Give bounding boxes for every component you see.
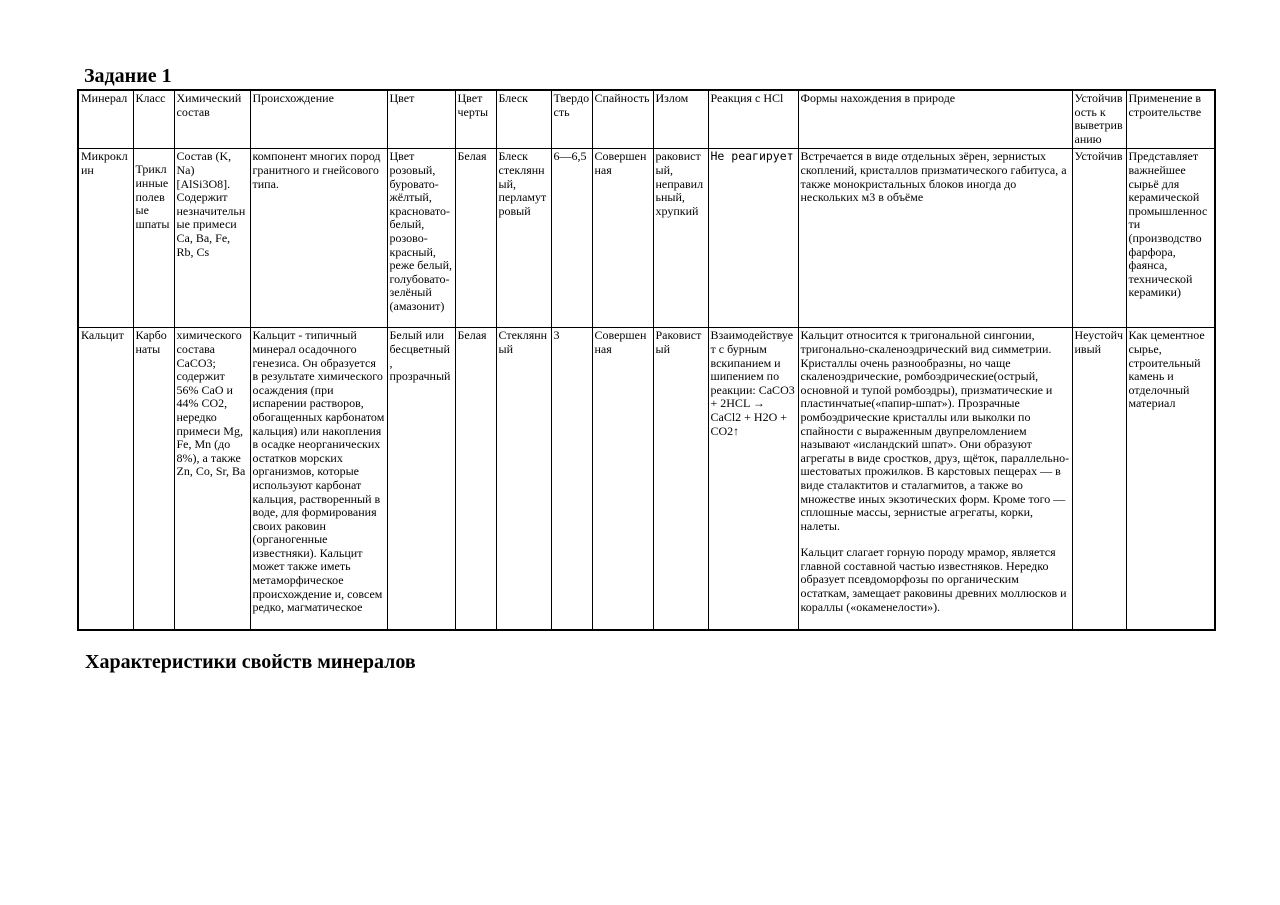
table-row: [78, 328, 1215, 630]
cell-luster: Стеклянный: [496, 328, 551, 630]
forms-paragraph: Кальцит слагает горную породу мрамор, является главной составной частью известняков. Нередко образует псевдоморфозы по органическим остаткам, замещает раковины древних моллюсков и кораллы («окаменелости»).: [800, 545, 1067, 614]
header-cleavage: Спайность: [592, 90, 653, 149]
cell-hcl-reaction: Взаимодействует с бурным вскипанием и шипением по реакции: CaCO3 + 2HCL → CaCl2 + H2O + CO2↑: [708, 328, 798, 630]
cell-cleavage: Совершенная: [592, 149, 653, 328]
cell-luster: Блеск стеклянный, перламутровый: [496, 149, 551, 328]
header-hcl-reaction: Реакция с HCl: [708, 90, 798, 149]
cell-origin: Кальцит - типичный минерал осадочного генезиса. Он образуется в результате химического осаждения (при испарении растворов, обогащенных карбонатом кальция) или накопления в осадке неорганических остатков морских организмов, которые используют карбонат кальция, растворенный в воде, для формирования своих раковин (органогенные известняки). Кальцит может также иметь метаморфическое происхождение и, совсем редко, магматическое: [250, 328, 387, 630]
cell-weathering: Неустойчивый: [1072, 328, 1126, 630]
cell-hardness: 6—6,5: [551, 149, 592, 328]
cell-streak: Белая: [455, 149, 496, 328]
cell-hardness: 3: [551, 328, 592, 630]
header-mineral: Минерал: [78, 90, 133, 149]
forms-paragraph: Кальцит относится к тригональной сингонии, тригонально-скаленоэдрический вид симметрии. Кристаллы очень разнообразны, но чаще скаленоэдрические, ромбоэдрические(острый, основной и тупой ромбоэдры), призматические и пластинчатые(«папир-шпат»). Прозрачные ромбоэдрические кристаллы или выколки по спайности с выраженным двупреломлением называют «исландский шпат». Они образуют агрегаты в виде сростков, друз, щёток, параллельно-шестоватых прожилков. В карстовых пещерах — в виде сталактитов и сталагмитов, а также во множестве иных экзотических форм. Кроме того — сплошные массы, зернистые агрегаты, корки, налеты.: [800, 328, 1070, 533]
task-title: Задание 1: [84, 65, 172, 87]
cell-composition: Состав (K, Na) [AlSi3O8]. Содержит незначительные примеси Ca, Ba, Fe, Rb, Cs: [174, 149, 250, 328]
header-usage: Применение в строительстве: [1126, 90, 1215, 149]
cell-mineral: Микроклин: [78, 149, 133, 328]
header-composition: Химический состав: [174, 90, 250, 149]
table-row: [78, 149, 1215, 328]
header-luster: Блеск: [496, 90, 551, 149]
cell-forms: [798, 328, 1072, 630]
cell-usage: Представляет важнейшее сырьё для керамической промышленности (производство фарфора, фаянса, технической керамики): [1126, 149, 1215, 328]
cell-cleavage: Совершенная: [592, 328, 653, 630]
cell-weathering: Устойчив: [1072, 149, 1126, 328]
header-hardness: Твердость: [551, 90, 592, 149]
cell-fracture: раковистый, неправильный, хрупкий: [653, 149, 708, 328]
cell-usage: Как цементное сырье, строительный камень и отделочный материал: [1126, 328, 1215, 630]
cell-color: Цвет розовый, буровато-жёлтый, красновато-белый, розово-красный, реже белый, голубовато-зелёный (амазонит): [387, 149, 455, 328]
header-streak: Цвет черты: [455, 90, 496, 149]
header-class: Класс: [133, 90, 174, 149]
cell-class: Карбонаты: [133, 328, 174, 630]
cell-hcl-reaction: [708, 149, 798, 328]
cell-forms: Встречается в виде отдельных зёрен, зернистых скоплений, кристаллов призматического габитуса, а также монокристальных блоков иногда до нескольких м3 в объёме: [798, 149, 1072, 328]
cell-mineral: Кальцит: [78, 328, 133, 630]
header-weathering: Устойчивость к выветриванию: [1072, 90, 1126, 149]
hcl-reaction-text: Не реагирует: [710, 149, 794, 164]
cell-streak: Белая: [455, 328, 496, 630]
header-origin: Происхождение: [250, 90, 387, 149]
cell-color: Белый или бесцветный, прозрачный: [387, 328, 455, 630]
minerals-table: [77, 89, 1216, 631]
cell-origin: компонент многих пород гранитного и гнейсового типа.: [250, 149, 387, 328]
header-forms: Формы нахождения в природе: [798, 90, 1072, 149]
cell-class: Триклинные полевые шпаты: [133, 149, 174, 328]
cell-composition: химического состава CaCO3; содержит 56% CaO и 44% CO2, нередко примеси Mg, Fe, Mn (до 8%), а также Zn, Co, Sr, Ba: [174, 328, 250, 630]
cell-fracture: Раковистый: [653, 328, 708, 630]
table-header-row: [78, 90, 1215, 149]
section-title: Характеристики свойств минералов: [85, 651, 416, 673]
header-color: Цвет: [387, 90, 455, 149]
header-fracture: Излом: [653, 90, 708, 149]
